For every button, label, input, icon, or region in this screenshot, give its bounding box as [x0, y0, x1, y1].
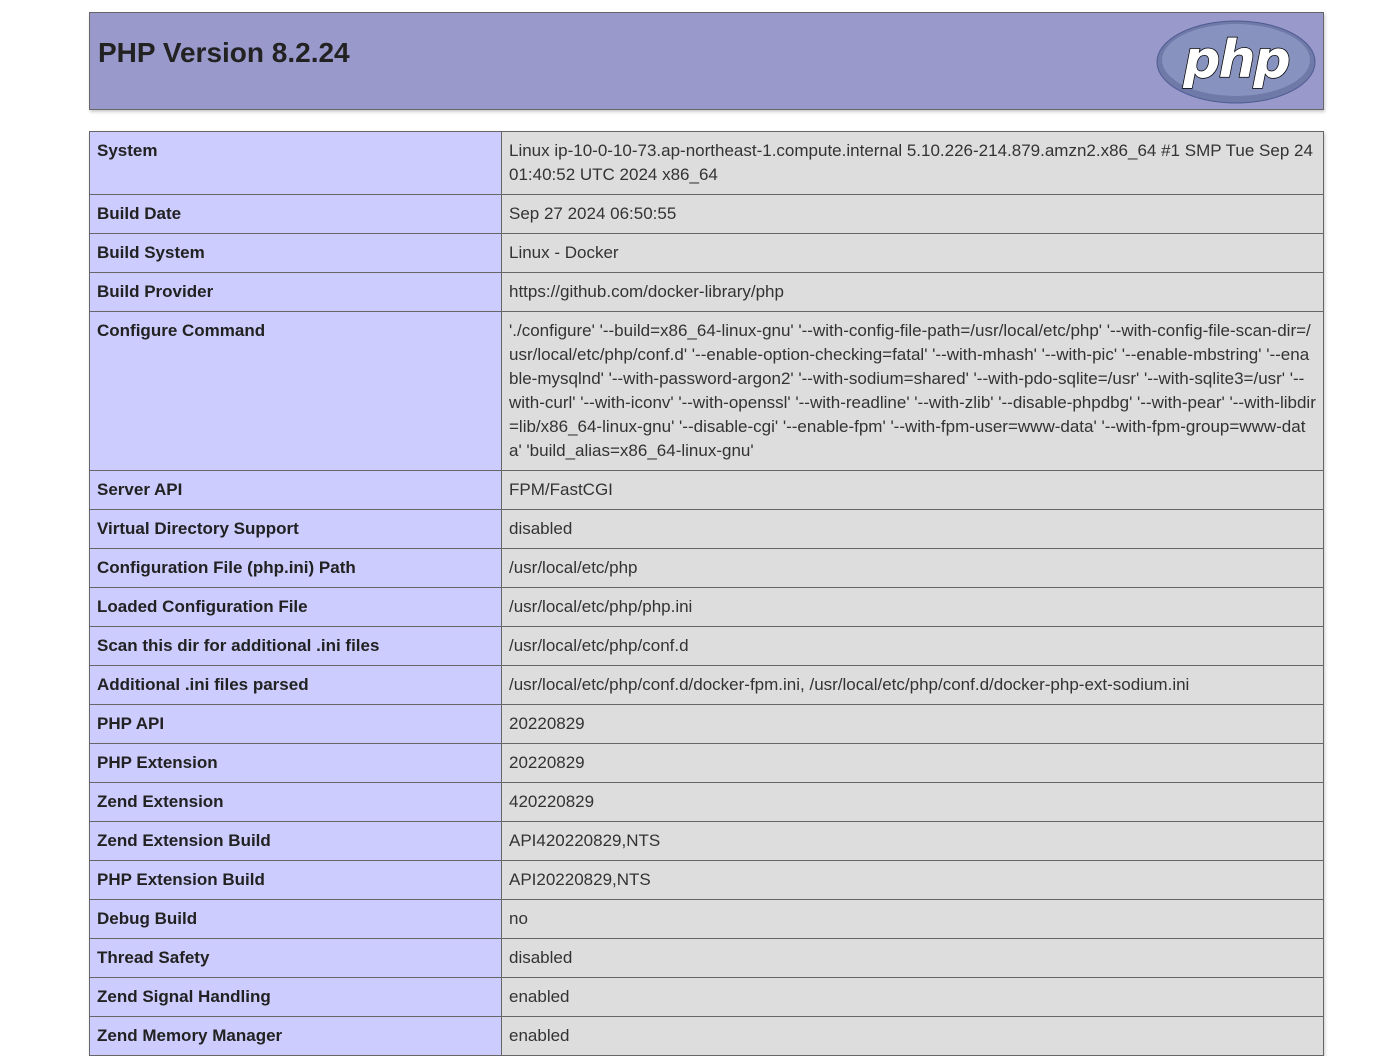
row-value: Linux ip-10-0-10-73.ap-northeast-1.compute.internal 5.10.226-214.879.amzn2.x86_64 #1 SMP Tue Sep 24 01:40:52 UTC 2024 x86_64	[502, 132, 1324, 195]
row-label: PHP Extension	[90, 744, 502, 783]
table-row	[90, 195, 1324, 234]
row-value: 20220829	[502, 744, 1324, 783]
row-value: disabled	[502, 510, 1324, 549]
version-header	[89, 12, 1324, 110]
table-row	[90, 627, 1324, 666]
info-table-body	[90, 132, 1324, 1056]
phpinfo-page	[89, 12, 1324, 1056]
row-value: API420220829,NTS	[502, 822, 1324, 861]
row-label: Configure Command	[90, 312, 502, 471]
table-row	[90, 939, 1324, 978]
table-row	[90, 510, 1324, 549]
table-row	[90, 666, 1324, 705]
page-title: PHP Version 8.2.24	[98, 37, 350, 68]
row-label: Additional .ini files parsed	[90, 666, 502, 705]
row-label: Debug Build	[90, 900, 502, 939]
table-row	[90, 549, 1324, 588]
table-row	[90, 978, 1324, 1017]
row-label: Loaded Configuration File	[90, 588, 502, 627]
row-label: Zend Memory Manager	[90, 1017, 502, 1056]
row-label: Build Date	[90, 195, 502, 234]
row-value: Sep 27 2024 06:50:55	[502, 195, 1324, 234]
row-label: Build System	[90, 234, 502, 273]
row-label: Build Provider	[90, 273, 502, 312]
row-value: 420220829	[502, 783, 1324, 822]
table-row	[90, 588, 1324, 627]
table-row	[90, 822, 1324, 861]
php-logo-icon[interactable]	[1156, 20, 1316, 104]
row-label: PHP Extension Build	[90, 861, 502, 900]
row-value: FPM/FastCGI	[502, 471, 1324, 510]
row-label: Thread Safety	[90, 939, 502, 978]
row-value: disabled	[502, 939, 1324, 978]
row-value: './configure' '--build=x86_64-linux-gnu' '--with-config-file-path=/usr/local/etc/php' '--with-config-file-scan-dir=/usr/local/etc/php/conf.d' '--enable-option-checking=fatal' '--with-mhash' '--with-pic' '--enable-mbstring' '--enable-mysqlnd' '--with-password-argon2' '--with-sodium=shared' '--with-pdo-sqlite=/usr' '--with-sqlite3=/usr' '--with-curl' '--with-iconv' '--with-openssl' '--with-readline' '--with-zlib' '--disable-phpdbg' '--with-pear' '--with-libdir=lib/x86_64-linux-gnu' '--disable-cgi' '--enable-fpm' '--with-fpm-user=www-data' '--with-fpm-group=www-data' 'build_alias=x86_64-linux-gnu'	[502, 312, 1324, 471]
table-row	[90, 705, 1324, 744]
row-value: /usr/local/etc/php/conf.d	[502, 627, 1324, 666]
row-value: API20220829,NTS	[502, 861, 1324, 900]
row-label: Zend Signal Handling	[90, 978, 502, 1017]
row-label: Scan this dir for additional .ini files	[90, 627, 502, 666]
table-row	[90, 783, 1324, 822]
row-value: enabled	[502, 1017, 1324, 1056]
table-row	[90, 861, 1324, 900]
row-value: /usr/local/etc/php/conf.d/docker-fpm.ini, /usr/local/etc/php/conf.d/docker-php-ext-sodium.ini	[502, 666, 1324, 705]
row-value: https://github.com/docker-library/php	[502, 273, 1324, 312]
row-value: Linux - Docker	[502, 234, 1324, 273]
table-row	[90, 273, 1324, 312]
row-value: no	[502, 900, 1324, 939]
row-label: Server API	[90, 471, 502, 510]
info-table	[89, 131, 1324, 1056]
table-row	[90, 900, 1324, 939]
row-label: System	[90, 132, 502, 195]
table-row	[90, 312, 1324, 471]
row-label: Zend Extension Build	[90, 822, 502, 861]
row-label: Configuration File (php.ini) Path	[90, 549, 502, 588]
row-value: 20220829	[502, 705, 1324, 744]
row-label: Zend Extension	[90, 783, 502, 822]
table-row	[90, 471, 1324, 510]
table-row	[90, 132, 1324, 195]
row-label: PHP API	[90, 705, 502, 744]
row-value: /usr/local/etc/php/php.ini	[502, 588, 1324, 627]
row-value: enabled	[502, 978, 1324, 1017]
table-row	[90, 1017, 1324, 1056]
row-label: Virtual Directory Support	[90, 510, 502, 549]
row-value: /usr/local/etc/php	[502, 549, 1324, 588]
table-row	[90, 744, 1324, 783]
table-row	[90, 234, 1324, 273]
php-logo-text: php	[1183, 30, 1289, 90]
